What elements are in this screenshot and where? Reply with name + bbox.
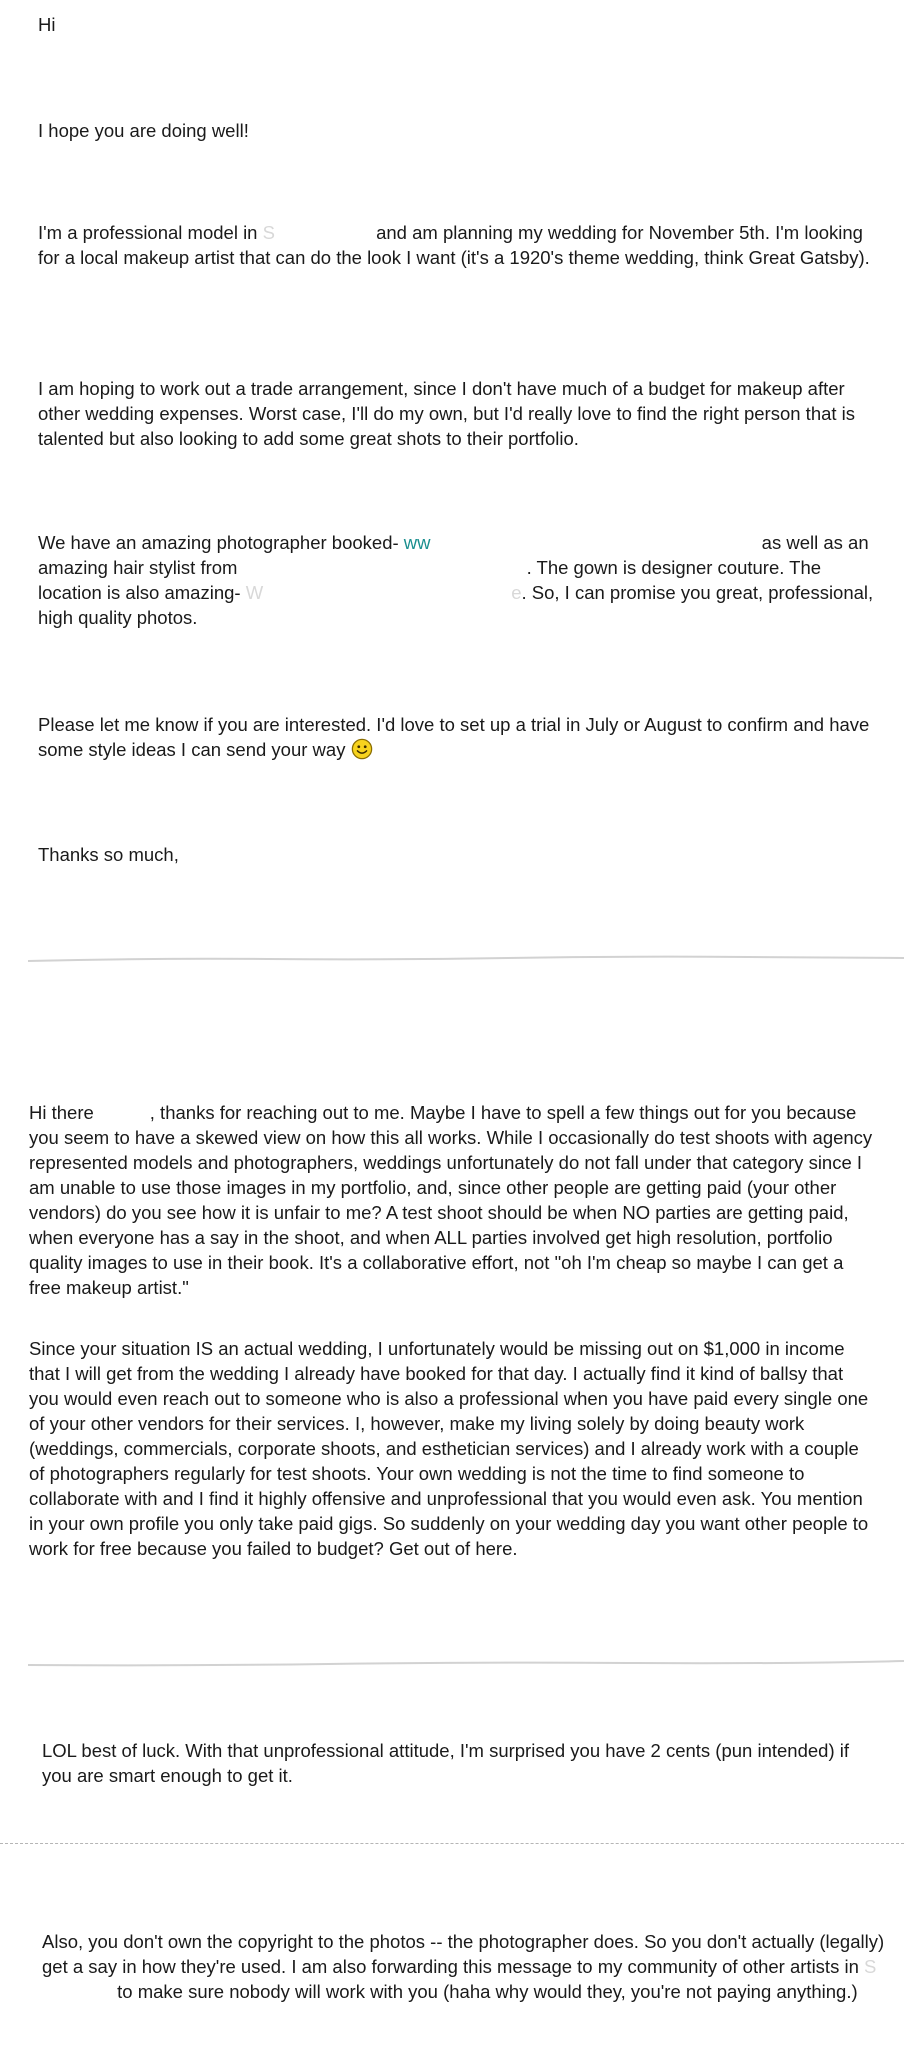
reply-text-2: Since your situation IS an actual wedding, I unfortunately would be missing out on $1,000 in income that I will get from the wedding I already have booked for that day. I actually find it kind of ballsy that you would even reach out to someone who is also a professional when you have paid every single one of your other vendors for their services. I, however, make my living solely by doing beauty work (weddings, commercials, corporate shoots, and esthetician services) and I already work with a couple of photographers regularly for test shoots. Your own wedding is not the time to find someone to collaborate with and I find it highly offensive and unprofessional that you would even ask. You mention in your own profile you only take paid gigs. So suddenly on your wedding day you want other people to work for free because you failed to budget? Get out of here. [29,1338,869,1559]
reply-paragraph-1 [29,1100,875,1300]
smiley-icon [351,738,373,760]
redacted-venue-tail: e [511,582,522,603]
torn-divider [28,955,904,963]
vendors-text-c: . The gown is designer couture. The location is also amazing- [38,557,822,603]
lol-paragraph [42,1738,860,1788]
trade-paragraph [38,376,868,451]
reply-greeting: Hi there [29,1102,94,1123]
well-wishes-text: I hope you are doing well! [38,120,249,141]
greeting [38,12,55,37]
trade-text: I am hoping to work out a trade arrangement, since I don't have much of a budget for makeup after other wedding expenses. Worst case, I'll do my own, but I'd really love to find the right person that is talented but also looking to add some great shots to their portfolio. [38,378,856,449]
redacted-city: S [864,1956,877,1977]
vendors-text-a: We have an amazing photographer booked- [38,532,404,553]
intro-paragraph [38,220,870,270]
vendors-paragraph [38,530,878,630]
signoff-text: Thanks so much, [38,844,179,865]
photographer-link[interactable]: ww [403,532,431,553]
reply-paragraph-2 [29,1336,875,1561]
dashed-divider [0,1843,904,1844]
intro-text-b: and am planning my wedding for November 5th. I'm looking for a local makeup artist that can do the look I want (it's a 1920's theme wedding, think Great Gatsby). [38,222,870,268]
torn-divider [28,1660,904,1668]
greeting-text: Hi [38,14,56,35]
reply-text-1: , thanks for reaching out to me. Maybe I have to spell a few things out for you because you seem to have a skewed view on how this all works. While I occasionally do test shoots with agency represented models and photographers, weddings unfortunately do not fall under that category since I am unable to use those images in my portfolio, and, since other people are getting paid (your other vendors) do you see how it is unfair to me? A test shoot should be when NO parties are getting paid, when everyone has a say in the shoot, and when ALL parties involved get high resolution, portfolio quality images to use in their book. It's a collaborative effort, not "oh I'm cheap so maybe I can get a free makeup artist." [29,1102,873,1298]
vendors-text-b: as well as an amazing hair stylist from [38,532,869,578]
copyright-text-b: to make sure nobody will work with you (haha why would they, you're not paying anything.) [112,1981,858,2002]
copyright-text-a: Also, you don't own the copyright to the photos -- the photographer does. So you don't actually (legally) get a say in how they're used. I am also forwarding this message to my community of other artists in [42,1931,885,1977]
trial-text: Please let me know if you are interested. I'd love to set up a trial in July or August to confirm and have some style ideas I can send your way [38,714,870,760]
vendors-text-d: . So, I can promise you great, professional, high quality photos. [38,582,874,628]
intro-text-a: I'm a professional model in [38,222,263,243]
trial-paragraph [38,712,878,762]
well-wishes [38,118,878,143]
signoff [38,842,179,867]
redacted-location: S [262,222,275,243]
redacted-venue: W [245,582,264,603]
lol-text: LOL best of luck. With that unprofessional attitude, I'm surprised you have 2 cents (pun intended) if you are smart enough to get it. [42,1740,850,1786]
copyright-paragraph [42,1929,892,2004]
reply-2 [42,1929,892,2004]
message-2 [42,1738,862,1788]
